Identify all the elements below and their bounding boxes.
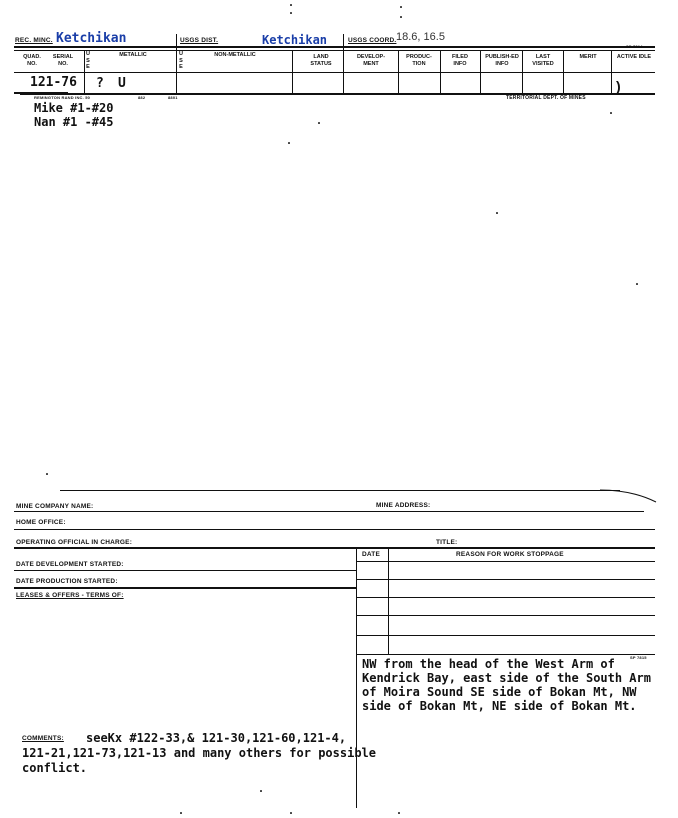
- divider: [440, 50, 441, 94]
- leases-label: LEASES & OFFERS - TERMS OF:: [16, 592, 124, 599]
- usgs-coord-label: USGS COORD.: [348, 37, 397, 44]
- header-row-rule: [14, 50, 655, 51]
- stoppage-row-rule: [356, 579, 655, 580]
- speck: [400, 6, 402, 8]
- location-line: Kendrick Bay, east side of the South Arm: [362, 671, 651, 685]
- col-development: DEVELOP-MENT: [356, 54, 386, 67]
- stoppage-row-rule: [356, 635, 655, 636]
- stoppage-row-rule: [356, 561, 655, 562]
- date-development-label: DATE DEVELOPMENT STARTED:: [16, 561, 124, 568]
- col-use-2: U S E: [179, 51, 183, 70]
- lower-top-rule: [60, 490, 620, 491]
- usgs-dist-value: Ketchikan: [262, 33, 328, 47]
- col-published-info: PUBLISH-ED INFO: [485, 54, 519, 67]
- metallic-value: U: [118, 76, 126, 91]
- home-office-rule: [14, 529, 655, 530]
- col-use-1: U S E: [86, 51, 90, 70]
- stoppage-left-border: [356, 548, 357, 808]
- col-filed-info: FILED INFO: [452, 54, 468, 67]
- code-1: 882: [138, 95, 146, 100]
- comments-label: COMMENTS:: [22, 735, 64, 742]
- form-number-top: SP 7814: [626, 44, 643, 49]
- operating-official-rule: [14, 547, 655, 549]
- speck: [180, 812, 182, 814]
- claim-line: Nan #1 -#45: [34, 115, 114, 129]
- use-value: ?: [96, 76, 104, 91]
- speck: [290, 12, 292, 14]
- divider: [398, 50, 399, 94]
- col-quad-no: QUAD. NO.: [23, 54, 41, 67]
- speck: [46, 473, 48, 475]
- code-2: 8801: [168, 95, 178, 100]
- divider: [522, 50, 523, 94]
- stoppage-row-rule: [356, 597, 655, 598]
- claim-line: Mike #1-#20: [34, 101, 114, 115]
- printer-line: REMINGTON RAND INC. 50: [34, 95, 91, 100]
- date-column-border: [388, 548, 389, 654]
- speck: [496, 212, 498, 214]
- col-non-metallic: NON-METALLIC: [214, 52, 256, 58]
- col-production: PRODUC-TION: [406, 54, 432, 67]
- label-row-rule: [14, 72, 655, 73]
- form-number-bottom: SP 7815: [630, 655, 647, 660]
- territorial-dept: TERRITORIAL DEPT. OF MINES: [506, 95, 586, 101]
- quad-serial-underline: [14, 92, 68, 94]
- date-production-rule: [14, 587, 356, 589]
- speck: [260, 790, 262, 792]
- speck: [610, 112, 612, 114]
- mine-company-rule: [14, 511, 644, 512]
- comments-line: 121-21,121-73,121-13 and many others for possible: [22, 746, 377, 760]
- usgs-coord-value: 18.6, 16.5: [396, 31, 445, 43]
- usgs-dist-label: USGS DIST.: [180, 37, 219, 44]
- home-office-label: HOME OFFICE:: [16, 519, 66, 526]
- speck: [400, 16, 402, 18]
- divider: [343, 34, 344, 94]
- lower-top-curve: [600, 486, 660, 506]
- active-mark: ): [616, 78, 621, 94]
- stoppage-row-rule: [356, 654, 655, 655]
- speck: [290, 4, 292, 6]
- speck: [290, 812, 292, 814]
- title-label: TITLE:: [436, 539, 458, 546]
- date-header: DATE: [362, 551, 381, 558]
- divider: [611, 50, 612, 94]
- date-production-label: DATE PRODUCTION STARTED:: [16, 578, 118, 585]
- divider: [84, 50, 85, 94]
- col-metallic: METALLIC: [119, 52, 147, 58]
- operating-official-label: OPERATING OFFICIAL IN CHARGE:: [16, 539, 133, 546]
- location-line: of Moira Sound SE side of Bokan Mt, NW: [362, 685, 637, 699]
- divider: [176, 34, 177, 94]
- col-active-idle: ACTIVE IDLE: [616, 54, 652, 60]
- mine-address-label: MINE ADDRESS:: [376, 502, 431, 509]
- reason-header: REASON FOR WORK STOPPAGE: [456, 551, 564, 558]
- location-line: side of Bokan Mt, NE side of Bokan Mt.: [362, 699, 637, 713]
- comments-line: seeKx #122-33,& 121-30,121-60,121-4,: [86, 731, 347, 745]
- speck: [636, 283, 638, 285]
- col-last-visited: LAST VISITED: [532, 54, 554, 67]
- col-serial-no: SERIAL NO.: [52, 54, 74, 67]
- location-line: NW from the head of the West Arm of: [362, 657, 615, 671]
- date-development-rule: [14, 570, 356, 571]
- rec-minc-label: REC. MINC.: [15, 37, 53, 44]
- speck: [398, 812, 400, 814]
- divider: [292, 50, 293, 94]
- stoppage-row-rule: [356, 615, 655, 616]
- divider: [480, 50, 481, 94]
- col-land-status: LAND STATUS: [310, 54, 332, 67]
- comments-line: conflict.: [22, 761, 88, 775]
- col-merit: MERIT: [579, 54, 597, 60]
- divider: [563, 50, 564, 94]
- quad-serial-value: 121-76: [30, 75, 77, 90]
- rec-minc-value: Ketchikan: [56, 31, 127, 46]
- speck: [318, 122, 320, 124]
- top-rule: [14, 46, 655, 48]
- mine-company-name-label: MINE COMPANY NAME:: [16, 503, 94, 510]
- speck: [288, 142, 290, 144]
